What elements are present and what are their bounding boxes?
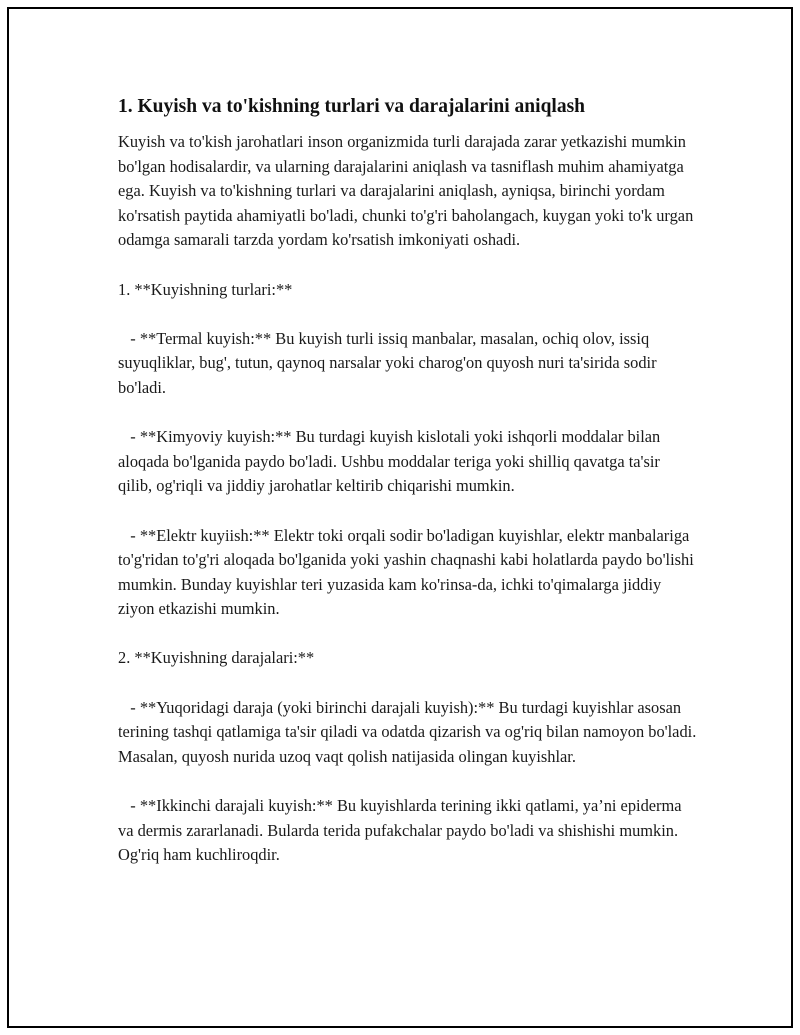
list-item-first-degree: - **Yuqoridagi daraja (yoki birinchi darajali kuyish):** Bu turdagi kuyishlar asosan terining tashqi qatlamiga ta'sir qiladi va odatda qizarish va og'riq bilan namoyon bo'ladi. Masalan, quyosh nurida uzoq vaqt qolish natijasida olingan kuyishlar. (118, 697, 701, 766)
document-title: 1. Kuyish va to'kishning turlari va darajalarini aniqlash (118, 96, 586, 117)
intro-paragraph: Kuyish va to'kish jarohatlari inson organizmida turli darajada zarar yetkazishi mumkin bo'lgan hodisalardir, va ularning darajalarini aniqlash va tasniflash muhim ahamiyatga ega. Kuyish va to'kishning turlari va darajalarini aniqlash, ayniqsa, birinchi yordam ko'rsatish paytida ahamiyatli bo'ladi, chunki to'g'ri baholangach, kuygan yoki to'k urgan odamga samarali tarzda yordam ko'rsatish imkoniyati oshadi. (118, 132, 698, 250)
list-item-chemical-burn: - **Kimyoviy kuyish:** Bu turdagi kuyish kislotali yoki ishqorli moddalar bilan aloqada bo'lganida paydo bo'ladi. Ushbu moddalar teriga yoki shilliq qavatga ta'sir qilib, og'riqli va jiddiy jarohatlar keltirib chiqarishi mumkin. (118, 427, 665, 496)
section-heading-burn-degrees: 2. **Kuyishning darajalari:** (118, 648, 315, 668)
document-body (118, 94, 701, 892)
list-item-second-degree: - **Ikkinchi darajali kuyish:** Bu kuyishlarda terining ikki qatlami, ya’ni epiderma va dermis zararlanadi. Bularda terida pufakchalar paydo bo'ladi va shishishi mumkin. Og'riq ham kuchliroqdir. (118, 796, 686, 865)
section-heading-burn-types: 1. **Kuyishning turlari:** (118, 279, 293, 299)
list-item-thermal-burn: - **Termal kuyish:** Bu kuyish turli issiq manbalar, masalan, ochiq olov, issiq suyuqliklar, bug', tutun, qaynoq narsalar yoki charog'on quyosh nuri ta'sirida sodir bo'ladi. (118, 328, 661, 397)
list-item-electric-burn: - **Elektr kuyiish:** Elektr toki orqali sodir bo'ladigan kuyishlar, elektr manbalariga to'g'ridan to'g'ri aloqada bo'lganida yoki yashin chaqnashi kabi holatlarda paydo bo'lishi mumkin. Bunday kuyishlar teri yuzasida kam ko'rinsa-da, ichki to'qimalarga jiddiy ziyon etkazishi mumkin. (118, 525, 698, 619)
